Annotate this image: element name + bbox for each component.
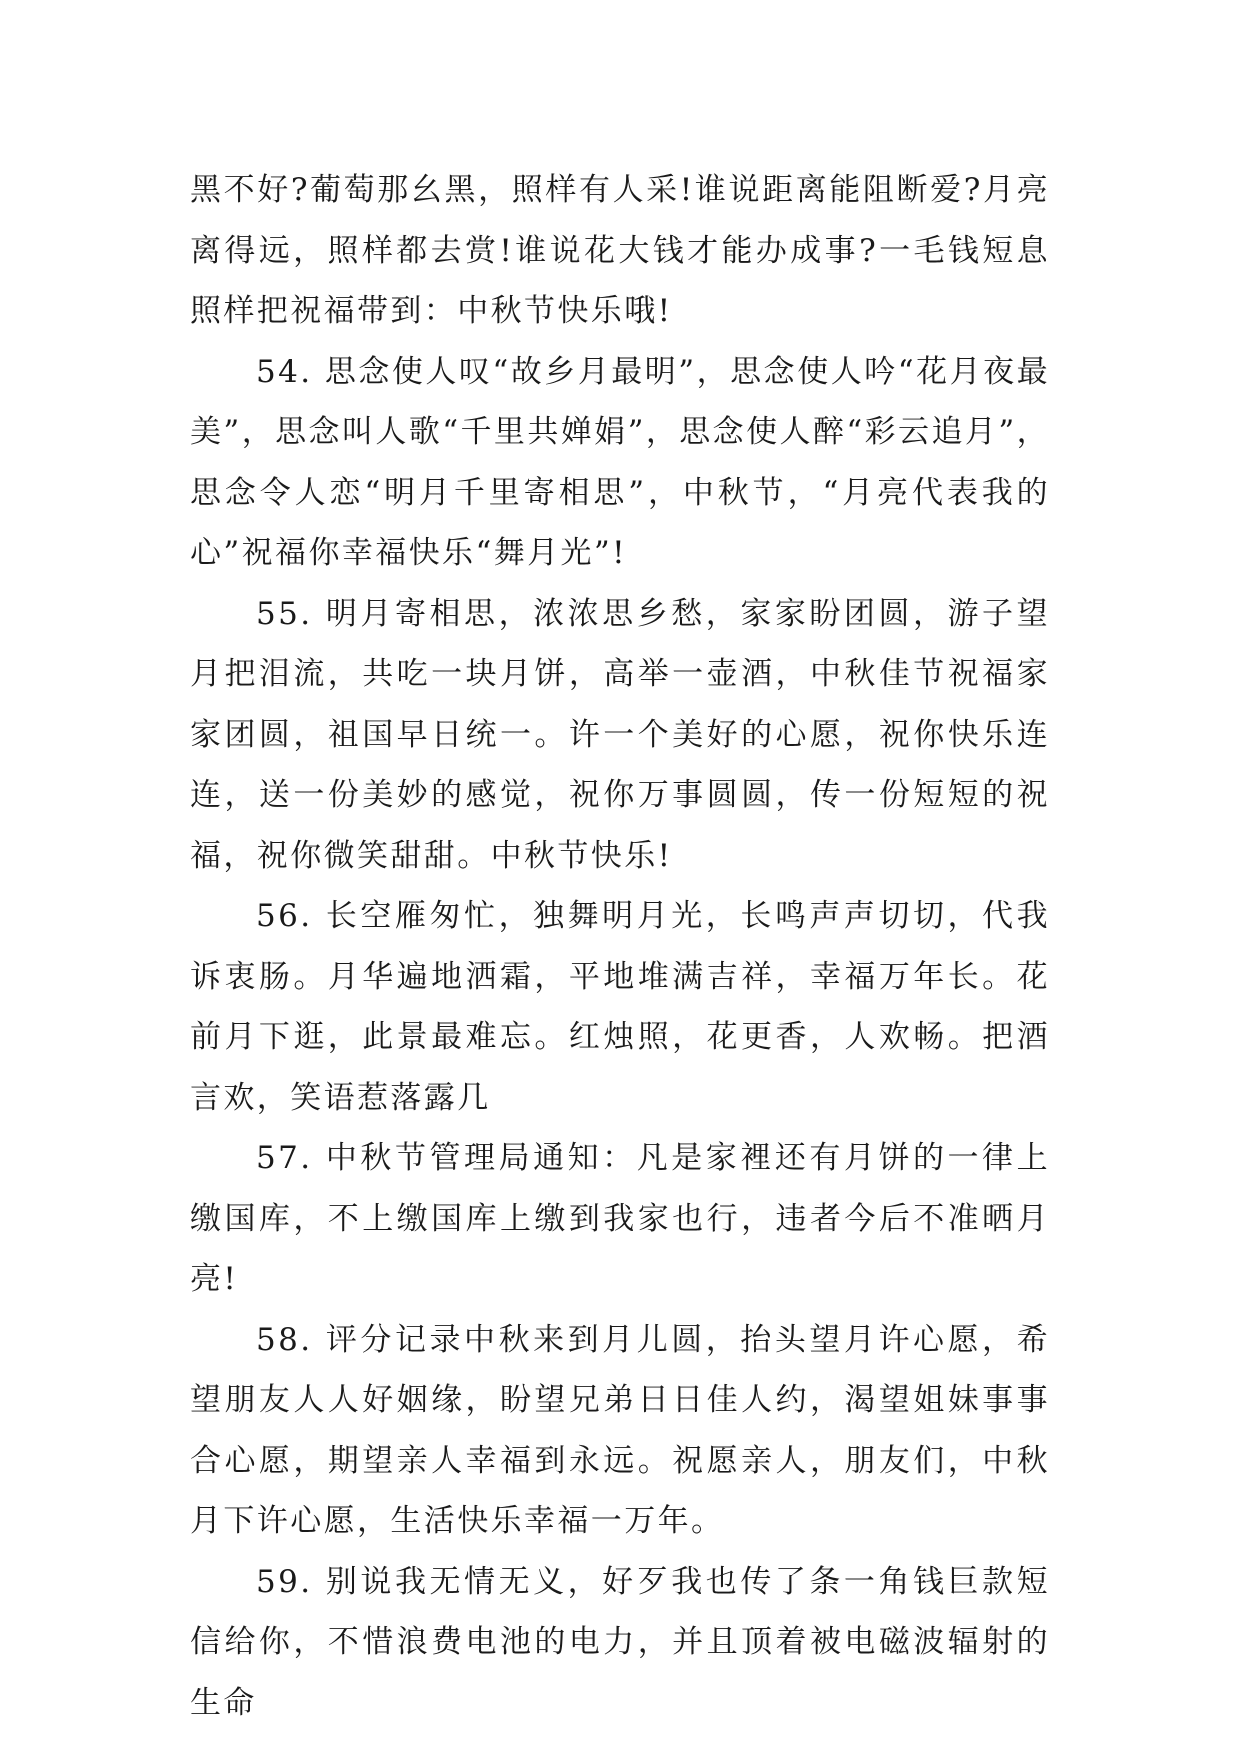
paragraph-57: 57. 中秋节管理局通知：凡是家裡还有月饼的一律上缴国库，不上缴国库上缴到我家也行，违者今后不准晒月亮!	[190, 1140, 1050, 1297]
paragraph-58: 58. 评分记录中秋来到月儿圆，抬头望月许心愿，希望朋友人人好姻缘，盼望兄弟日日佳人约，渴望姐妹事事合心愿，期望亲人幸福到永远。祝愿亲人，朋友们，中秋月下许心愿，生活快乐幸福一万年。	[190, 1321, 1050, 1539]
paragraph-54: 54. 思念使人叹“故乡月最明”，思念使人吟“花月夜最美”，思念叫人歌“千里共婵娟”，思念使人醉“彩云追月”，思念令人恋“明月千里寄相思”，中秋节，“月亮代表我的心”祝福你幸福快乐“舞月光”!	[190, 353, 1050, 571]
document-body	[190, 160, 1050, 1733]
paragraph-56: 56. 长空雁匆忙，独舞明月光，长鸣声声切切，代我诉衷肠。月华遍地洒霜，平地堆满吉祥，幸福万年长。花前月下逛，此景最难忘。红烛照，花更香，人欢畅。把酒言欢，笑语惹落露几	[190, 898, 1050, 1116]
paragraph-59: 59. 别说我无情无义，好歹我也传了条一角钱巨款短信给你，不惜浪费电池的电力，并且顶着被电磁波辐射的生命	[190, 1563, 1050, 1721]
paragraph-continuation: 黑不好?葡萄那幺黑，照样有人采!谁说距离能阻断爱?月亮离得远，照样都去赏!谁说花大钱才能办成事?一毛钱短息照样把祝福带到：中秋节快乐哦!	[190, 172, 1050, 329]
paragraph-55: 55. 明月寄相思，浓浓思乡愁，家家盼团圆，游子望月把泪流，共吃一块月饼，高举一壶酒，中秋佳节祝福家家团圆，祖国早日统一。许一个美好的心愿，祝你快乐连连，送一份美妙的感觉，祝你万事圆圆，传一份短短的祝福，祝你微笑甜甜。中秋节快乐!	[190, 595, 1050, 874]
